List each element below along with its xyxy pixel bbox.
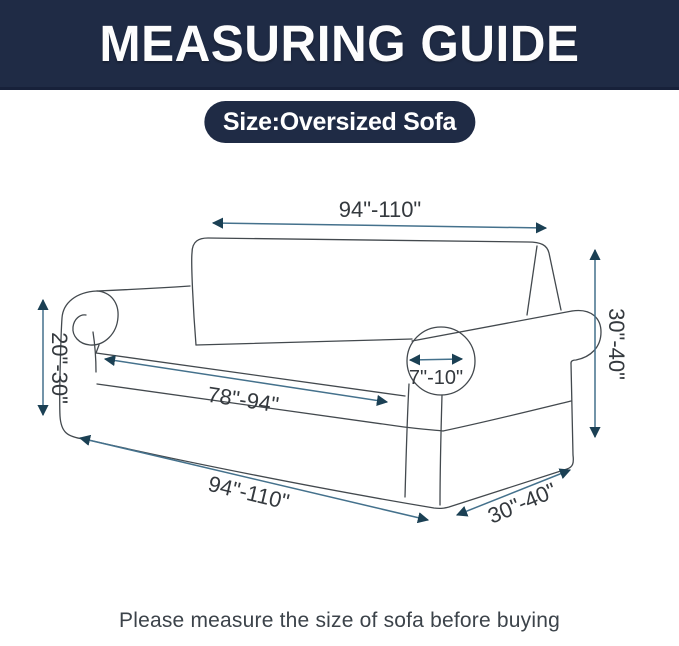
sofa-drawing (60, 238, 601, 508)
size-badge-label: Size:Oversized Sofa (222, 108, 457, 136)
sofa-left-arm-roll (73, 291, 118, 345)
sofa-right-arm-cap (571, 311, 601, 363)
right-height-label: 30"-40" (604, 308, 629, 380)
footer-note: Please measure the size of sofa before buying (119, 609, 560, 632)
seat-width-label: 78"-94" (205, 381, 281, 418)
header-banner (0, 0, 679, 90)
depth-label: 30"-40" (484, 477, 561, 529)
left-back-height-label: 20"-30" (47, 332, 72, 404)
top-width-arrow (213, 223, 546, 228)
sofa-right-arm-front-drop (440, 395, 442, 505)
bottom-width-label: 94"-110" (205, 470, 292, 515)
bottom-width-arrow (80, 438, 428, 520)
page-title: MEASURING GUIDE (99, 15, 580, 72)
size-badge (204, 101, 475, 143)
dimension-arrows (43, 223, 595, 520)
arm-width-arrow (410, 359, 462, 360)
top-width-label: 94"-110" (338, 197, 422, 222)
sofa-left-arm-top (97, 286, 190, 291)
sofa-base-right-seam (443, 401, 571, 431)
sofa-right-arm-top (412, 311, 572, 341)
sofa-seat-left-corner (96, 345, 99, 353)
sofa-backrest-inner-edge (527, 246, 537, 315)
sofa-measurement-diagram (0, 150, 679, 610)
arm-width-label: 7"-10" (408, 367, 464, 389)
sofa-right-arm-left-drop (405, 384, 409, 497)
sofa-left-arm-front-edge (93, 332, 96, 372)
sofa-backrest (192, 238, 561, 345)
sofa-seat-back-edge (196, 339, 412, 345)
